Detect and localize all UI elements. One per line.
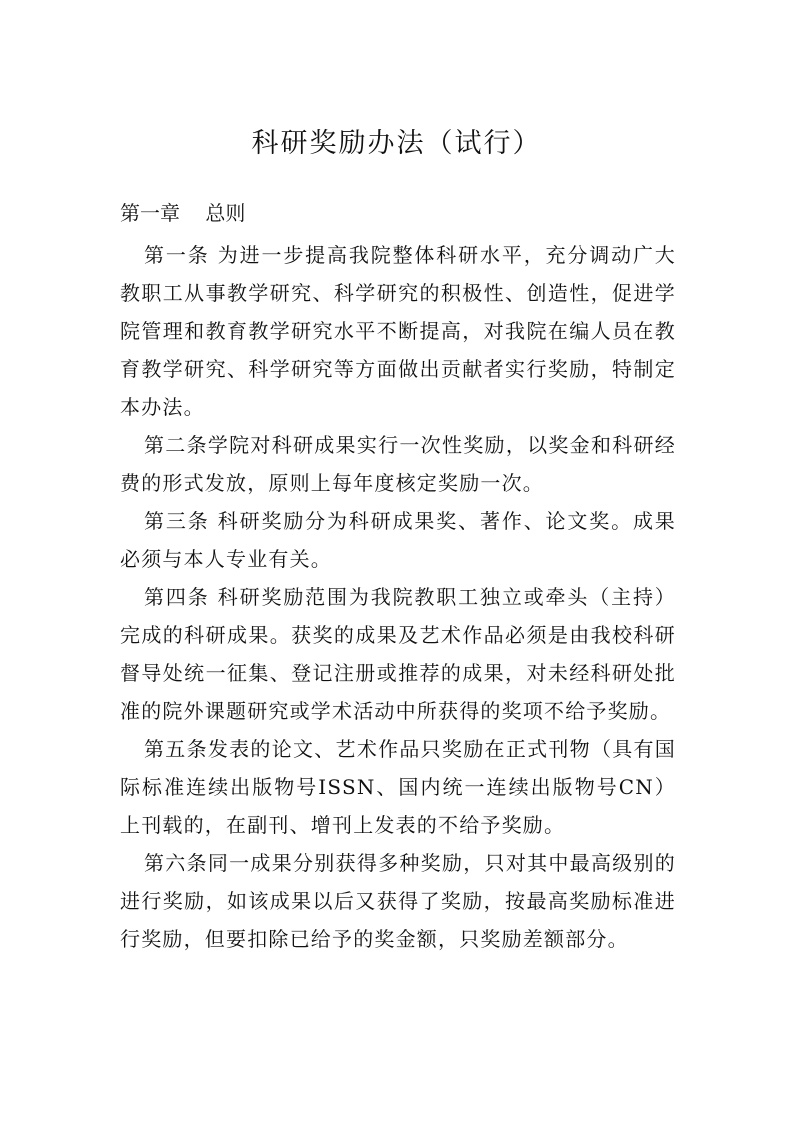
article-5: 第五条发表的论文、艺术作品只奖励在正式刊物（具有国际标准连续出版物号ISSN、国内统一连续出版物号CN）上刊载的，在副刊、增刊上发表的不给予奖励。 <box>120 737 676 837</box>
chapter-heading: 第一章 总则 <box>120 201 246 225</box>
article-2: 第二条学院对科研成果实行一次性奖励，以奖金和科研经费的形式发放，原则上每年度核定奖励一次。 <box>120 433 676 495</box>
document-body <box>120 236 676 958</box>
article-3: 第三条 科研奖励分为科研成果奖、著作、论文奖。成果必须与本人专业有关。 <box>120 509 676 571</box>
article-6: 第六条同一成果分别获得多种奖励，只对其中最高级别的进行奖励，如该成果以后又获得了奖励，按最高奖励标准进行奖励，但要扣除已给予的奖金额，只奖励差额部分。 <box>120 851 676 951</box>
document-title: 科研奖励办法（试行） <box>251 128 542 159</box>
article-1: 第一条 为进一步提高我院整体科研水平，充分调动广大教职工从事教学研究、科学研究的积极性、创造性，促进学院管理和教育教学研究水平不断提高，对我院在编人员在教育教学研究、科学研究等方面做出贡献者实行奖励，特制定本办法。 <box>120 243 676 419</box>
article-4: 第四条 科研奖励范围为我院教职工独立或牵头（主持）完成的科研成果。获奖的成果及艺术作品必须是由我校科研督导处统一征集、登记注册或推荐的成果，对未经科研处批准的院外课题研究或学术活动中所获得的奖项不给予奖励。 <box>120 585 676 723</box>
